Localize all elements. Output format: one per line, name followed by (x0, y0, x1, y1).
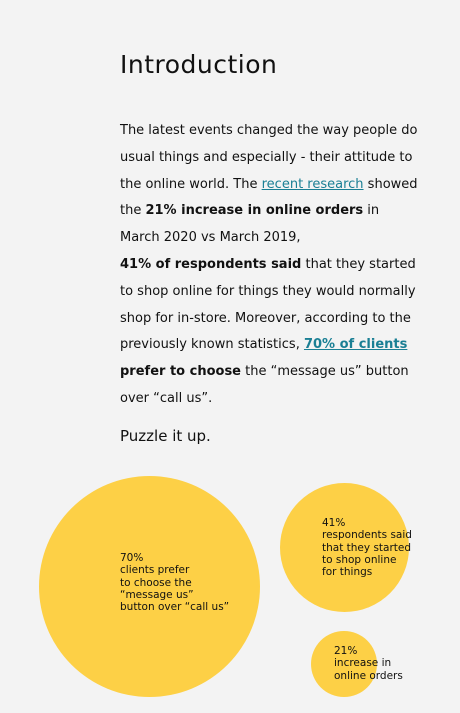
bubble-21-label: 21% increase in online orders (334, 645, 403, 682)
section-subheading: Puzzle it up. (120, 427, 211, 445)
recent-research-link[interactable]: recent research (261, 176, 364, 192)
paragraph-text: that they started to shop online for things they would normally shop for in-store. Moreover, according to the previously known statistics, (120, 256, 416, 353)
bubble-41-label: 41% respondents said that they started to shop online for things (322, 517, 412, 579)
clients-stat-link[interactable] (304, 337, 407, 352)
highlight-text: 21% increase in online orders (145, 203, 364, 219)
paragraph-text: showed the (120, 176, 418, 219)
highlight-text: 41% of respondents said (120, 256, 302, 272)
paragraph-text: in March 2020 vs March 2019, (120, 203, 380, 246)
highlight-text: prefer to choose (120, 364, 241, 380)
bubble-70-label: 70% clients prefer to choose the “message us” button over “call us” (120, 552, 230, 614)
intro-paragraph (120, 118, 420, 413)
clients-stat-link-label: 70% of clients (303, 337, 408, 353)
paragraph-text: the “message us” button over “call us”. (120, 364, 409, 406)
paragraph-text: The latest events changed the way people do usual things and especially - their attitude to the online world. The (120, 123, 418, 192)
page-title: Introduction (120, 50, 278, 79)
